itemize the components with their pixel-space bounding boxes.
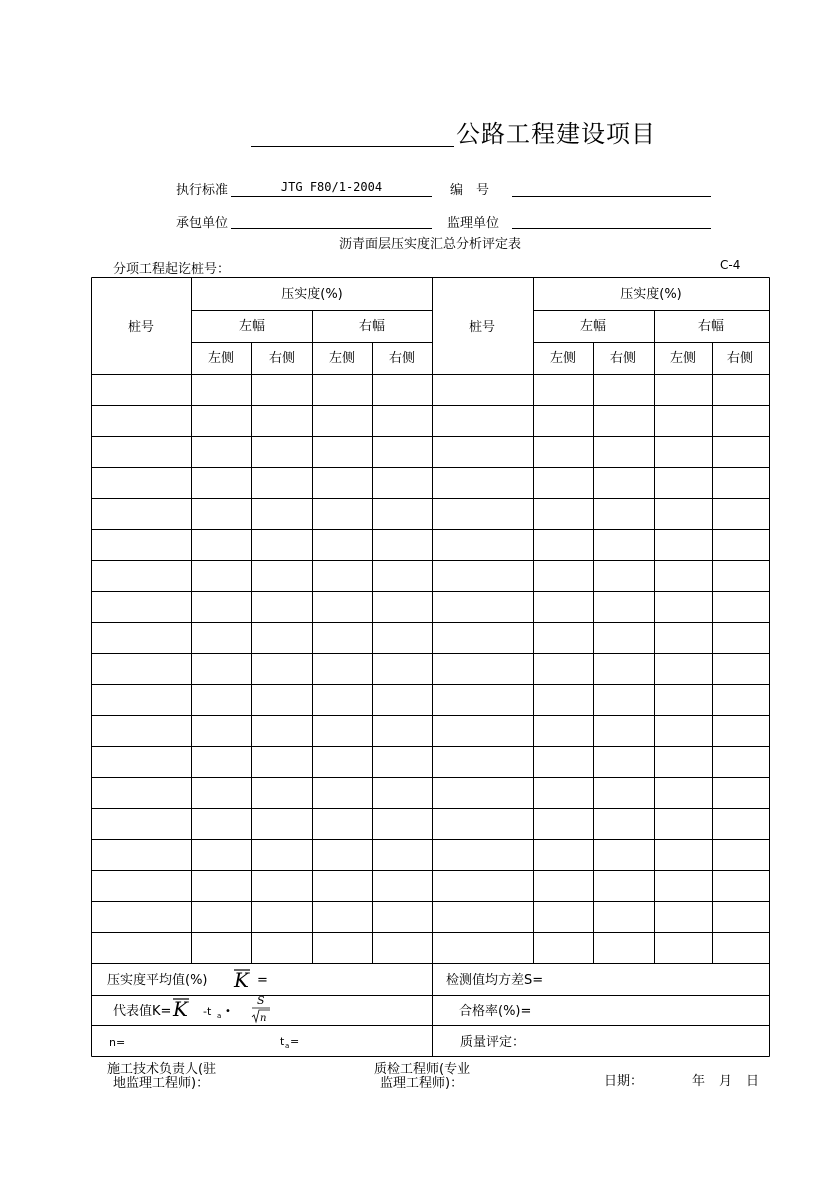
t-label-subscript: a — [285, 1042, 290, 1050]
kbar-symbol: K — [234, 968, 249, 992]
page-title: 公路工程建设项目 — [456, 120, 656, 148]
compaction-header-right: 压实度(%) — [620, 287, 682, 302]
date-day: 日 — [746, 1074, 760, 1089]
form-subtitle: 沥青面层压实度汇总分析评定表 — [339, 237, 522, 252]
average-label: 压实度平均值(%) — [107, 973, 208, 988]
standard-label: 执行标准 — [176, 183, 229, 198]
qc-line2: 监理工程师)： — [380, 1076, 464, 1091]
minus-t: -t — [203, 1005, 212, 1018]
tech-lead-line1: 施工技术负责人(驻 — [107, 1062, 217, 1077]
multiply-dot: • — [225, 1006, 231, 1017]
qc-line1: 质检工程师(专业 — [374, 1062, 471, 1077]
right-side-header-3: 右侧 — [609, 351, 637, 366]
quality-label: 质量评定： — [460, 1035, 526, 1050]
right-side-header-2: 右侧 — [388, 351, 416, 366]
left-side-header-4: 左侧 — [669, 351, 697, 366]
t-label: t — [280, 1035, 285, 1048]
date-year: 年 — [692, 1074, 706, 1089]
compaction-header-left: 压实度(%) — [281, 287, 343, 302]
n-label: n= — [109, 1036, 126, 1049]
tech-lead-line2: 地监理工程师)： — [113, 1076, 210, 1091]
qc-engineer-label — [374, 1063, 470, 1091]
date-month: 月 — [719, 1074, 733, 1089]
contractor-label: 承包单位 — [176, 216, 229, 231]
kbar-symbol-2: K — [173, 997, 188, 1021]
form-code: C-4 — [720, 258, 741, 272]
stake-header-right: 桩号 — [468, 320, 496, 335]
pass-rate-label: 合格率(%)= — [459, 1004, 532, 1019]
left-side-header-1: 左侧 — [207, 351, 235, 366]
left-width-header-1: 左幅 — [238, 319, 266, 334]
rep-value-label: 代表值K= — [113, 1004, 172, 1019]
left-side-header-2: 左侧 — [328, 351, 356, 366]
right-width-header-1: 右幅 — [358, 319, 386, 334]
variance-label: 检测值均方差S= — [446, 973, 544, 988]
number-label: 编 号 — [450, 183, 490, 198]
tech-lead-label — [107, 1063, 216, 1091]
fraction-numerator: S — [257, 994, 265, 1007]
fraction-denominator: n — [260, 1013, 267, 1024]
date-label: 日期： — [604, 1074, 644, 1089]
minus-t-subscript: a — [217, 1012, 222, 1020]
t-equals: = — [290, 1035, 300, 1048]
right-width-header-2: 右幅 — [697, 319, 725, 334]
left-side-header-3: 左侧 — [549, 351, 577, 366]
section-label: 分项工程起讫桩号： — [113, 262, 231, 277]
standard-field[interactable]: JTG F80/1-2004 — [231, 180, 432, 197]
stake-header-left: 桩号 — [127, 320, 155, 335]
right-side-header-4: 右侧 — [726, 351, 754, 366]
left-width-header-2: 左幅 — [579, 319, 607, 334]
right-side-header-1: 右侧 — [268, 351, 296, 366]
kbar-equals: = — [257, 973, 268, 988]
supervisor-label: 监理单位 — [447, 216, 500, 231]
